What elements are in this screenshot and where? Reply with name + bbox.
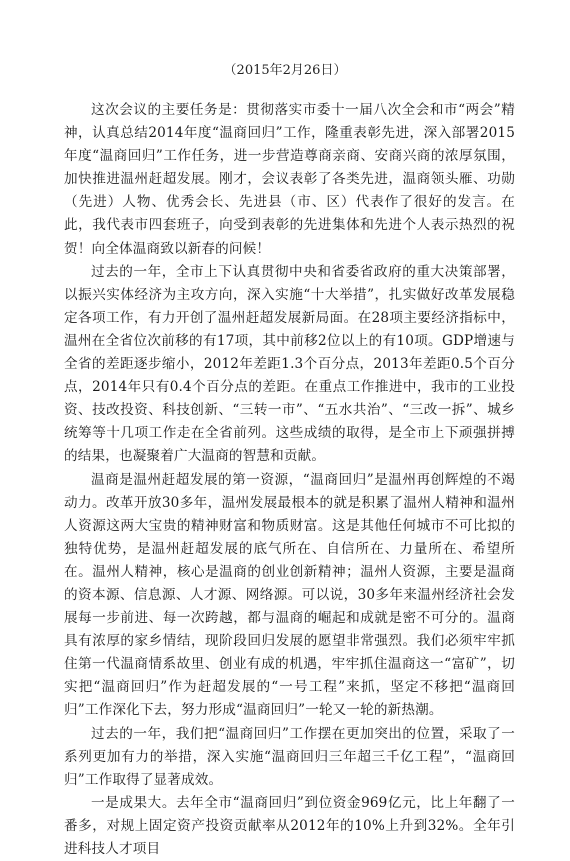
paragraph-return-work: 过去的一年，我们把“温商回归”工作摆在更加突出的位置，采取了一系列更加有力的举措，深入实施“温商回归三年超三千亿工程”，“温商回归”工作取得了显著成效。 (64, 725, 515, 788)
document-body (64, 99, 515, 861)
paragraph-meeting-tasks: 这次会议的主要任务是：贯彻落实市委十一届八次全会和市“两会”精神，认真总结2014年度“温商回归”工作，隆重表彰先进，深入部署2015年度“温商回归”工作任务，进一步营造尊商亲商、安商兴商的浓厚氛围，加快推进温州赶超发展。刚才，会议表彰了各类先进，温商领头雁、功勋（先进）人物、优秀会长、先进县（市、区）代表作了很好的发言。在此，我代表市四套班子，向受到表彰的先进集体和先进个人表示热烈的祝贺！向全体温商致以新春的问候！ (64, 102, 515, 257)
paragraph-past-year-review: 过去的一年，全市上下认真贯彻中央和省委省政府的重大决策部署，以振兴实体经济为主攻方向，深入实施“十大举措”，扎实做好改革发展稳定各项工作，有力开创了温州赶超发展新局面。在28项主要经济指标中，温州在全省位次前移的有17项，其中前移2位以上的有10项。GDP增速与全省的差距逐步缩小，2012年差距1.3个百分点，2013年差距0.5个百分点，2014年只有0.4个百分点的差距。在重点工作推进中，我市的工业投资、技改投资、科技创新、“三转一市”、“五水共治”、“三改一拆”、城乡统筹等十几项工作走在全省前列。这些成绩的取得，是全市上下顽强拼搏的结果，也凝聚着广大温商的智慧和贡献。 (64, 263, 515, 465)
speech-date: （2015年2月26日） (223, 63, 347, 78)
paragraph-wenzhou-merchants: 温商是温州赶超发展的第一资源，“温商回归”是温州再创辉煌的不竭动力。改革开放30多年，温州发展最根本的就是积累了温州人精神和温州人资源这两大宝贵的精神财富和物质财富。这是其他任何城市不可比拟的独特优势，是温州赶超发展的底气所在、自信所在、力量所在、希望所在。温州人精神，核心是温商的创业创新精神；温州人资源，主要是温商的资本源、信息源、人才源、网络源。可以说，30多年来温州经济社会发展每一步前进、每一次跨越，都与温商的崛起和成就是密不可分的。温商具有浓厚的家乡情结，现阶段回归发展的愿望非常强烈。我们必须牢牢抓住第一代温商情系故里、创业有成的机遇，牢牢抓住温商这一“富矿”，切实把“温商回归”作为赶超发展的“一号工程”来抓，坚定不移把“温商回归”工作深化下去，努力形成“温商回归”一轮又一轮的新热潮。 (64, 471, 515, 719)
paragraph-achievements: 一是成果大。去年全市“温商回归”到位资金969亿元，比上年翻了一番多，对规上固定资产投资贡献率从2012年的10%上升到32%。全年引进科技人才项目 (64, 794, 515, 857)
